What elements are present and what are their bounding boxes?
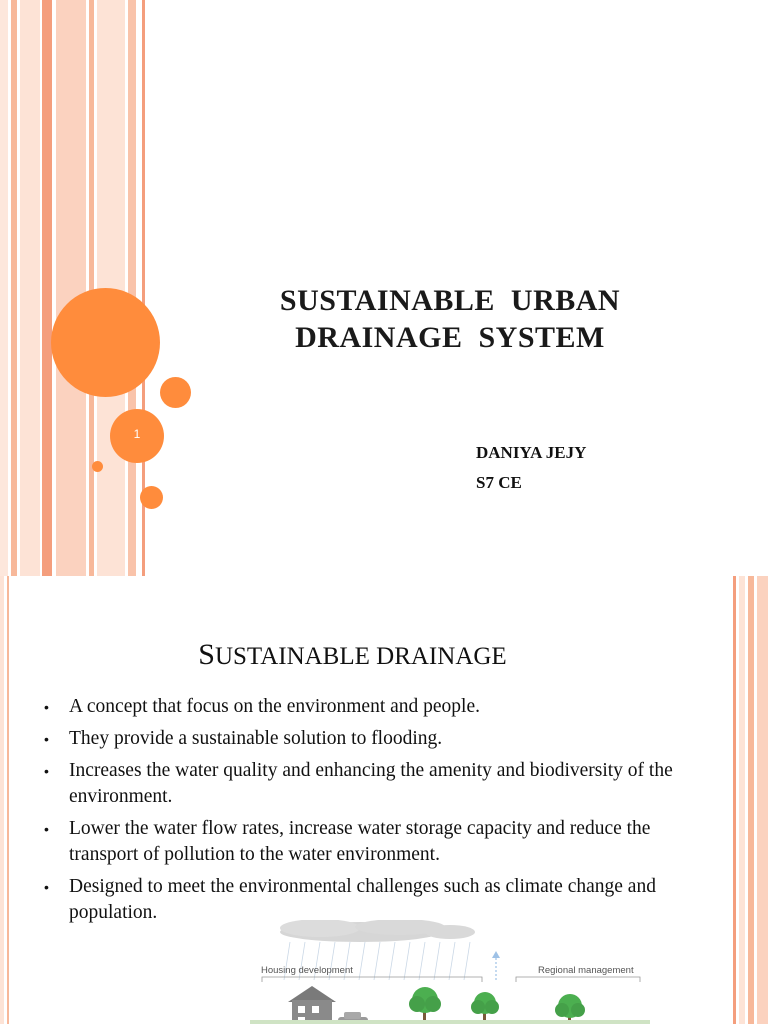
- bullet-symbol: •: [44, 821, 49, 837]
- tree-icon: [409, 987, 441, 1024]
- title-rest: USTAINABLE DRAINAGE: [214, 643, 507, 670]
- bullet-item: [44, 874, 684, 926]
- title-initial: S: [198, 638, 215, 671]
- arrow-up-icon: [492, 951, 500, 980]
- title-line: SUSTAINABLE URBAN: [279, 284, 621, 317]
- bullet-symbol: •: [44, 731, 49, 747]
- bullet-text: Lower the water flow rates, increase water storage capacity and reduce the transport of pollution to the water environment.: [69, 818, 651, 865]
- title-line: DRAINAGE SYSTEM: [295, 321, 605, 354]
- content-slide: [0, 576, 768, 1024]
- decor-stripe: [20, 0, 40, 576]
- decor-stripe: [739, 576, 745, 1024]
- decor-stripe: [757, 576, 768, 1024]
- tree-icon: [555, 994, 585, 1024]
- bracket-right: [516, 977, 640, 982]
- bullet-symbol: •: [44, 763, 49, 779]
- bullet-symbol: •: [44, 699, 49, 715]
- decor-stripe: [0, 0, 8, 576]
- author-class: S7 CE: [476, 473, 522, 492]
- decor-stripe: [748, 576, 754, 1024]
- decor-circle-tiny: [92, 461, 103, 472]
- decor-stripe: [733, 576, 736, 1024]
- decor-circle-small: [140, 486, 163, 509]
- decor-stripe: [89, 0, 94, 576]
- bullet-item: [44, 726, 684, 752]
- decor-stripe: [42, 0, 52, 576]
- rain-cloud-icon: [280, 920, 475, 942]
- decor-stripe: [128, 0, 136, 576]
- drainage-illustration: [250, 920, 650, 1024]
- bullet-text: They provide a sustainable solution to flooding.: [69, 728, 443, 749]
- label-housing-development: Housing development: [261, 965, 353, 976]
- bullet-text: Increases the water quality and enhancing the amenity and biodiversity of the environment.: [69, 760, 673, 807]
- slide-title: [0, 638, 705, 672]
- decor-circle-large: [51, 288, 160, 397]
- label-regional-management: Regional management: [538, 965, 634, 976]
- tree-icon: [471, 992, 499, 1024]
- bullet-list: [44, 694, 684, 932]
- bullet-text: Designed to meet the environmental challenges such as climate change and population.: [69, 876, 656, 923]
- author-name: DANIYA JEJY: [476, 443, 587, 462]
- decor-stripe: [11, 0, 17, 576]
- house-icon: [288, 986, 336, 1024]
- decor-circle-small: [160, 377, 191, 408]
- bullet-symbol: •: [44, 879, 49, 895]
- page-number: 1: [133, 427, 141, 441]
- bullet-text: A concept that focus on the environment and people.: [69, 696, 481, 717]
- bullet-item: [44, 816, 684, 868]
- ground: [250, 1020, 650, 1024]
- decor-stripe: [56, 0, 86, 576]
- bullet-item: [44, 758, 684, 810]
- slide-title: [240, 282, 660, 356]
- bullet-item: [44, 694, 684, 720]
